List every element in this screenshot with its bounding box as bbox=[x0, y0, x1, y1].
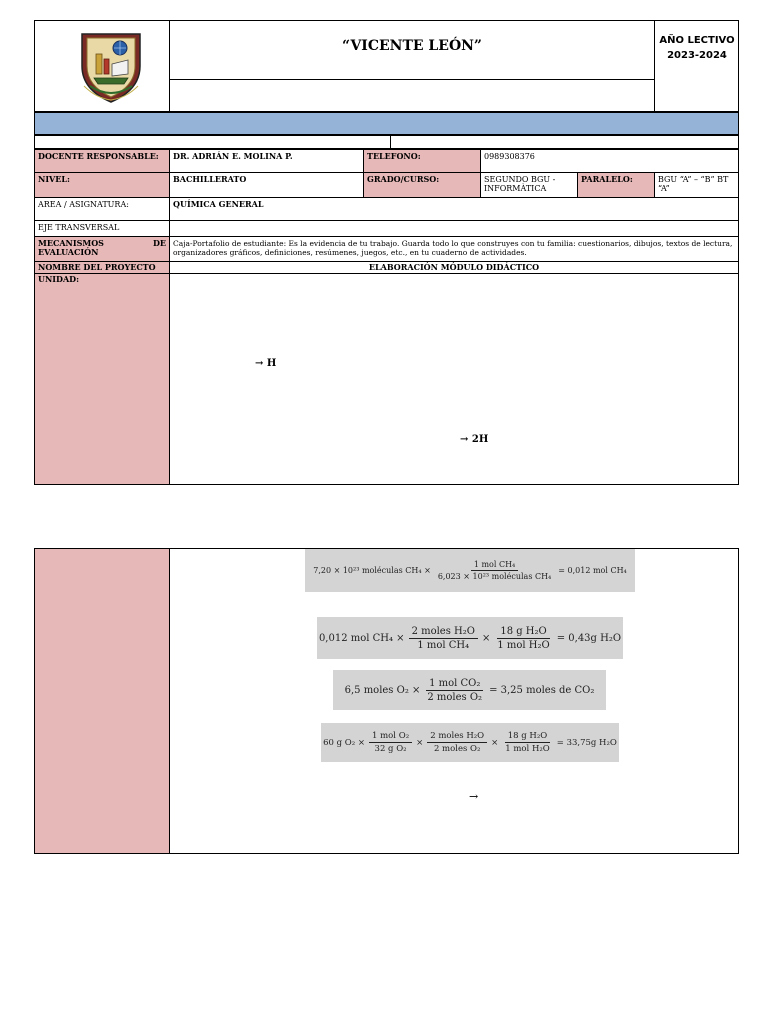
equation-3 bbox=[333, 670, 606, 710]
eq1-rhs: = 0,012 mol CH₄ bbox=[558, 566, 627, 575]
arrow-h-text: → H bbox=[255, 358, 277, 369]
proyecto-value: ELABORACIÓN MÓDULO DIDÁCTICO bbox=[169, 261, 739, 274]
lower-arrow: → bbox=[469, 790, 479, 803]
eq2-fraction-2 bbox=[494, 626, 552, 651]
eje-label: EJE TRANSVERSAL bbox=[34, 220, 170, 237]
mecanismos-value: Caja-Portafolio de estudiante: Es la evidencia de tu trabajo. Guarda todo lo que construyes con tu familia: cuestionarios, dibujos, textos de lectura, organizadores gráficos, definiciones, resúmenes, juegos, etc., en tu cuaderno de actividades. bbox=[169, 236, 739, 262]
section-band bbox=[34, 112, 739, 135]
eq2-times: × bbox=[481, 632, 491, 644]
eq3-fraction bbox=[424, 678, 485, 703]
docente-label: DOCENTE RESPONSABLE: bbox=[34, 149, 170, 173]
eq2-denominator-2: 1 mol H₂O bbox=[497, 639, 550, 651]
eje-value bbox=[169, 220, 739, 237]
eq4-rhs: = 33,75g H₂O bbox=[556, 737, 617, 748]
eq4-fraction-2 bbox=[427, 731, 487, 754]
eq3-rhs: = 3,25 moles de CO₂ bbox=[489, 684, 595, 696]
eq2-numerator-2: 18 g H₂O bbox=[497, 626, 549, 639]
arrow-2h-text: → 2H bbox=[460, 434, 489, 445]
eq4-fraction-3 bbox=[502, 731, 553, 754]
eq2-denominator-1: 1 mol CH₄ bbox=[417, 639, 470, 651]
unidad-content bbox=[169, 273, 739, 485]
school-name: “VICENTE LEÓN” bbox=[342, 38, 482, 54]
eq1-denominator: 6,023 × 10²³ moléculas CH₄ bbox=[437, 572, 552, 581]
paralelo-label: PARALELO: bbox=[577, 172, 655, 198]
header-divider-right bbox=[654, 20, 655, 112]
eq4-numerator-3: 18 g H₂O bbox=[505, 731, 550, 743]
eq3-lhs: 6,5 moles O₂ × bbox=[344, 684, 421, 696]
blank-row bbox=[34, 135, 739, 149]
equation-2 bbox=[317, 617, 623, 659]
eq4-denominator-2: 2 moles O₂ bbox=[433, 744, 481, 754]
docente-value: DR. ADRIÁN E. MOLINA P. bbox=[169, 149, 364, 173]
lower-left-cell bbox=[34, 548, 170, 854]
eq1-fraction bbox=[435, 560, 554, 581]
mecanismos-label: MECANISMOS DE EVALUACIÓN bbox=[34, 236, 170, 262]
grado-label: GRADO/CURSO: bbox=[363, 172, 481, 198]
eq4-numerator-2: 2 moles H₂O bbox=[427, 731, 487, 743]
unidad-label: UNIDAD: bbox=[34, 273, 170, 485]
school-crest-icon bbox=[76, 26, 146, 106]
nivel-label: NIVEL: bbox=[34, 172, 170, 198]
eq2-fraction-1 bbox=[409, 626, 478, 651]
school-year: 2023-2024 bbox=[667, 50, 727, 61]
eq3-numerator: 1 mol CO₂ bbox=[426, 678, 483, 691]
eq4-times-2: × bbox=[491, 737, 499, 748]
area-label: AREA / ASIGNATURA: bbox=[34, 197, 170, 221]
eq2-rhs: = 0,43g H₂O bbox=[556, 632, 622, 644]
nivel-value: BACHILLERATO bbox=[169, 172, 364, 198]
eq4-lhs: 60 g O₂ × bbox=[323, 737, 366, 748]
eq4-times-1: × bbox=[416, 737, 424, 748]
telefono-value: 0989308376 bbox=[480, 149, 739, 173]
eq4-numerator-1: 1 mol O₂ bbox=[369, 731, 412, 743]
equation-4 bbox=[321, 723, 619, 762]
grado-value: SEGUNDO BGU - INFORMÀTICA bbox=[480, 172, 578, 198]
eq2-numerator-1: 2 moles H₂O bbox=[409, 626, 478, 639]
header-divider-mid bbox=[169, 79, 655, 80]
eq3-denominator: 2 moles O₂ bbox=[427, 691, 483, 703]
eq4-denominator-1: 32 g O₂ bbox=[374, 744, 407, 754]
eq2-lhs: 0,012 mol CH₄ × bbox=[318, 632, 405, 644]
area-value: QUÍMICA GENERAL bbox=[169, 197, 739, 221]
eq4-fraction-1 bbox=[369, 731, 412, 754]
eq1-numerator: 1 mol CH₄ bbox=[471, 560, 518, 571]
paralelo-value: BGU “A” – “B” BT “A” bbox=[654, 172, 739, 198]
telefono-label: TELEFONO: bbox=[363, 149, 481, 173]
eq1-lhs: 7,20 × 10²³ moléculas CH₄ × bbox=[313, 566, 431, 575]
header-divider-left bbox=[169, 20, 170, 112]
eq4-denominator-3: 1 mol H₂O bbox=[505, 744, 550, 754]
proyecto-label: NOMBRE DEL PROYECTO bbox=[34, 261, 170, 274]
blank-row-divider bbox=[390, 135, 391, 149]
school-year-label: AÑO LECTIVO bbox=[659, 35, 735, 46]
equation-1 bbox=[305, 549, 635, 592]
